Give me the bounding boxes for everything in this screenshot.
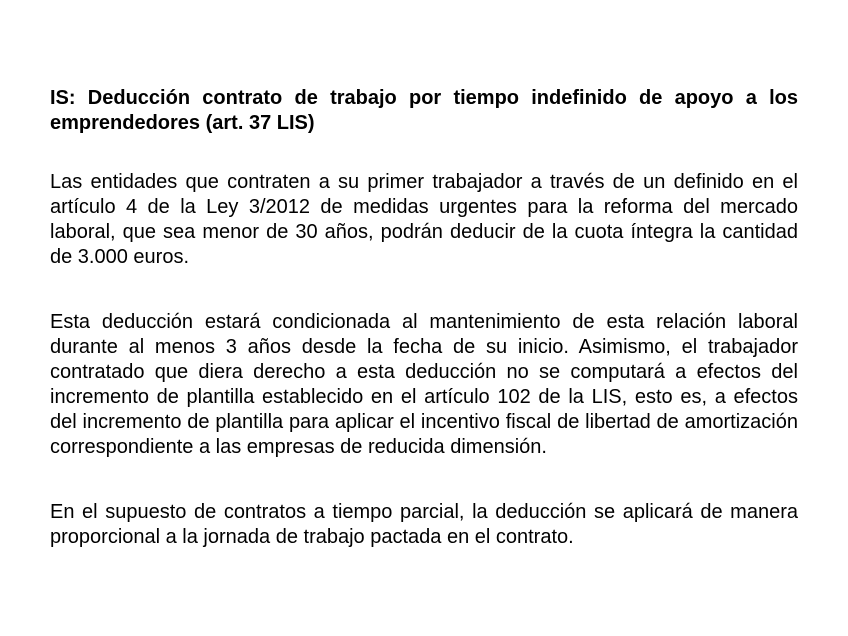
document-title: IS: Deducción contrato de trabajo por tiempo indefinido de apoyo a los emprendedores (art. 37 LIS) — [50, 87, 798, 134]
paragraph-primer-trabajador: Las entidades que contraten a su primer trabajador a través de un definido en el artículo 4 de la Ley 3/2012 de medidas urgentes para la reforma del mercado laboral, que sea menor de 30 años, podrán deducir de la cuota íntegra la cantidad de 3.000 euros. — [50, 171, 798, 268]
paragraph-mantenimiento: Esta deducción estará condicionada al mantenimiento de esta relación laboral durante al menos 3 años desde la fecha de su inicio. Asimismo, el trabajador contratado que diera derecho a esta deducción no se computará a efectos del incremento de plantilla establecido en el artículo 102 de la LIS, esto es, a efectos del incremento de plantilla para aplicar el incentivo fiscal de libertad de amortización correspondiente a las empresas de reducida dimensión. — [50, 311, 798, 458]
paragraph-tiempo-parcial: En el supuesto de contratos a tiempo parcial, la deducción se aplicará de manera proporcional a la jornada de trabajo pactada en el contrato. — [50, 501, 798, 548]
